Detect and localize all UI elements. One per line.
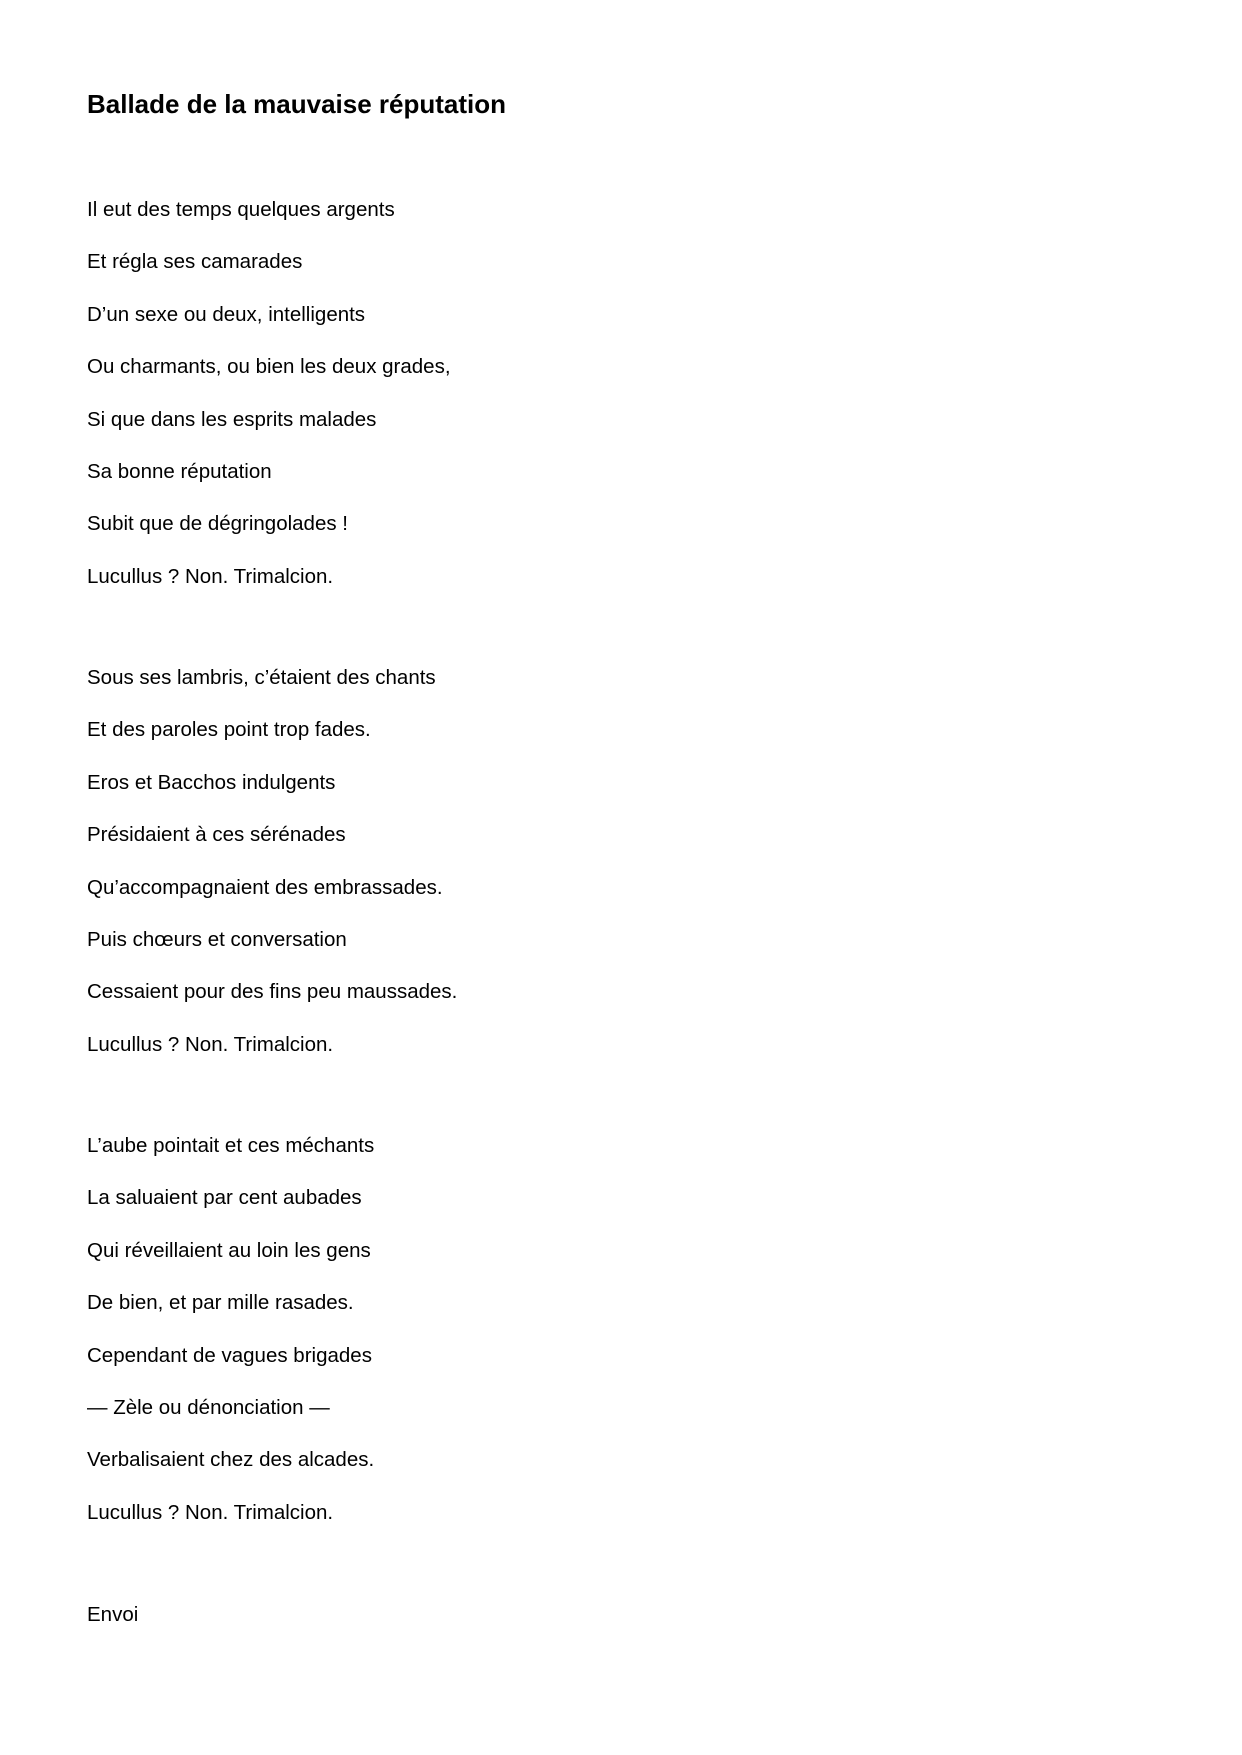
verse-line: Sous ses lambris, c’étaient des chants <box>87 666 436 689</box>
envoi-heading: Envoi <box>87 1603 139 1626</box>
verse-line: La saluaient par cent aubades <box>87 1186 362 1210</box>
verse-line: Subit que de dégringolades ! <box>87 512 349 536</box>
verse-line: Qu’accompagnaient des embrassades. <box>87 875 443 899</box>
verse-line: Puis chœurs et conversation <box>87 927 347 951</box>
verse-line: Ou charmants, ou bien les deux grades, <box>87 355 451 379</box>
verse-line: Présidaient à ces sérénades <box>87 823 346 847</box>
stanza-3 <box>87 1131 374 1550</box>
stanza-2 <box>87 663 457 1082</box>
verse-line: Qui réveillaient au loin les gens <box>87 1238 371 1262</box>
verse-line: De bien, et par mille rasades. <box>87 1291 354 1315</box>
verse-line: Il eut des temps quelques argents <box>87 198 395 221</box>
refrain-line: Lucullus ? Non. Trimalcion. <box>87 564 334 588</box>
verse-line: Cessaient pour des fins peu maussades. <box>87 980 458 1004</box>
verse-line: Si que dans les esprits malades <box>87 407 377 431</box>
refrain-line: Lucullus ? Non. Trimalcion. <box>87 1500 334 1524</box>
verse-line: Et régla ses camarades <box>87 250 303 274</box>
verse-line: Sa bonne réputation <box>87 459 272 483</box>
verse-line: Eros et Bacchos indulgents <box>87 770 336 794</box>
stanza-1 <box>87 195 451 614</box>
verse-line: Cependant de vagues brigades <box>87 1343 372 1367</box>
verse-line: Verbalisaient chez des alcades. <box>87 1448 375 1472</box>
poem-title: Ballade de la mauvaise réputation <box>87 89 507 119</box>
verse-line: D’un sexe ou deux, intelligents <box>87 302 366 326</box>
refrain-line: Lucullus ? Non. Trimalcion. <box>87 1032 334 1056</box>
verse-line: — Zèle ou dénonciation — <box>87 1395 330 1419</box>
verse-line: L’aube pointait et ces méchants <box>87 1134 375 1157</box>
verse-line: Et des paroles point trop fades. <box>87 718 371 742</box>
